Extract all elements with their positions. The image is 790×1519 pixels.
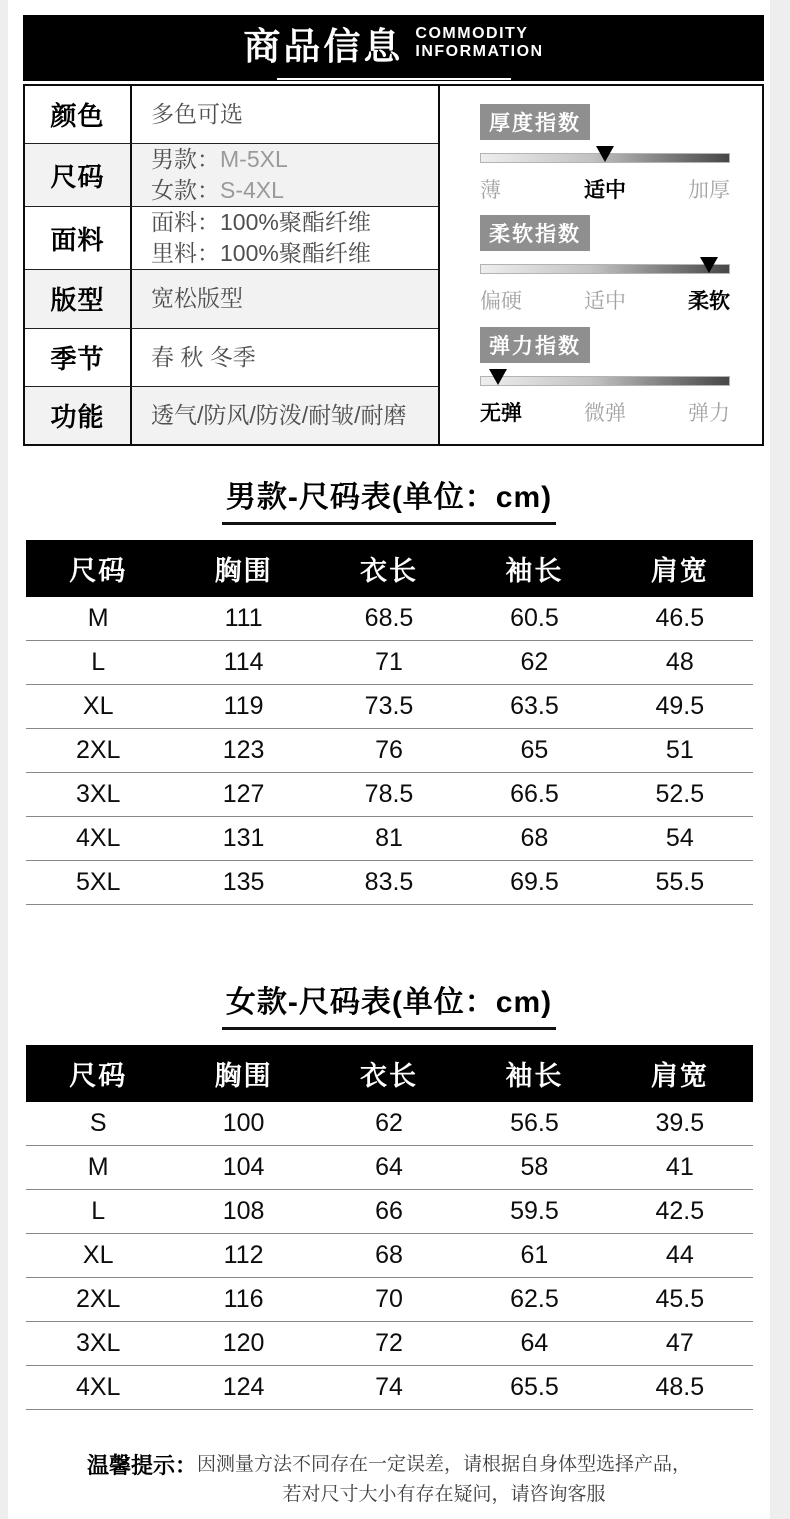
table-cell: 116 [223, 1285, 264, 1313]
table-cell: L [91, 1197, 106, 1225]
index-label: 适中 [583, 178, 626, 202]
table-row [26, 1366, 753, 1410]
attribute-text: 100%聚酯纤维 [220, 209, 371, 236]
table-row [26, 685, 753, 729]
attribute-text: 多色可选 [151, 101, 243, 128]
attribute-label: 颜色 [25, 86, 132, 143]
thickness-index-badge: 厚度指数 [480, 104, 590, 140]
header-cell: 袖长 [505, 1061, 564, 1091]
table-row [26, 773, 753, 817]
table-cell: 72 [375, 1329, 403, 1357]
thickness-index [480, 104, 762, 204]
title-underline [277, 78, 511, 80]
table-cell: 68.5 [364, 604, 414, 632]
table-cell: 62 [375, 1109, 403, 1137]
table-cell: 5XL [75, 868, 121, 896]
table-row [26, 1146, 753, 1190]
table-cell: 48.5 [655, 1373, 705, 1401]
table-cell: 81 [375, 824, 403, 852]
page-title: 商品信息 [243, 26, 404, 67]
table-cell: 51 [665, 736, 694, 764]
table-cell: 45.5 [655, 1285, 705, 1313]
attribute-label: 面料 [25, 207, 132, 269]
table-row [26, 1102, 753, 1146]
table-row [26, 1190, 753, 1234]
attribute-label: 功能 [25, 387, 132, 444]
table-cell: 2XL [75, 1285, 121, 1313]
table-row [26, 1234, 753, 1278]
attribute-label: 版型 [25, 270, 132, 327]
table-cell: S [89, 1109, 107, 1137]
attribute-row-fit [25, 270, 438, 328]
table-cell: 62 [520, 648, 549, 676]
attribute-value [132, 86, 438, 143]
men-size-table-header [26, 540, 753, 597]
index-label: 微弹 [583, 401, 626, 425]
attribute-text: 100%聚酯纤维 [220, 240, 371, 267]
footer-note-prefix: 温馨提示： [86, 1453, 197, 1478]
table-cell: 124 [222, 1373, 265, 1401]
header-cell: 衣长 [360, 1061, 419, 1091]
table-cell: 65.5 [510, 1373, 559, 1401]
attribute-row-function [25, 387, 438, 444]
table-cell: 55.5 [655, 868, 705, 896]
attribute-label: 季节 [25, 329, 132, 386]
index-slider-panel [440, 86, 762, 444]
product-info-section [23, 84, 764, 446]
table-cell: 100 [222, 1109, 265, 1137]
table-cell: 127 [222, 780, 265, 808]
elasticity-index-bar [480, 376, 730, 386]
table-cell: XL [82, 1241, 114, 1269]
table-cell: M [87, 604, 109, 632]
softness-index-bar [480, 264, 730, 274]
table-cell: 49.5 [655, 692, 705, 720]
men-size-table [26, 540, 753, 905]
thickness-index-labels [480, 174, 730, 204]
content-panel [8, 0, 770, 1519]
table-cell: 61 [520, 1241, 549, 1269]
table-cell: 68 [520, 824, 549, 852]
table-row [26, 1278, 753, 1322]
header-cell: 肩宽 [650, 1061, 709, 1091]
thickness-index-bar [480, 153, 730, 163]
index-label: 弹力 [687, 401, 730, 425]
table-cell: XL [82, 692, 114, 720]
table-cell: 47 [665, 1329, 694, 1357]
table-cell: 4XL [75, 824, 121, 852]
table-cell: M [87, 1153, 109, 1181]
table-cell: 111 [224, 604, 263, 632]
table-row [26, 641, 753, 685]
attribute-value [132, 144, 438, 206]
table-cell: 104 [222, 1153, 265, 1181]
table-row [26, 1322, 753, 1366]
table-cell: 135 [222, 868, 265, 896]
header-cell: 尺码 [69, 1061, 128, 1091]
table-cell: 46.5 [655, 604, 705, 632]
marker-triangle-icon [700, 257, 718, 273]
table-cell: 39.5 [655, 1109, 705, 1137]
table-cell: 62.5 [510, 1285, 559, 1313]
table-row [26, 729, 753, 773]
table-cell: 59.5 [510, 1197, 559, 1225]
table-row [26, 597, 753, 641]
table-cell: 123 [222, 736, 265, 764]
table-cell: 3XL [75, 780, 121, 808]
attribute-value [132, 329, 438, 386]
index-label: 适中 [583, 290, 626, 313]
index-label: 偏硬 [480, 290, 522, 313]
women-size-table-title: 女款-尺码表(单位：cm) [222, 977, 556, 1030]
elasticity-index-labels [480, 397, 730, 427]
table-cell: 42.5 [655, 1197, 705, 1225]
attribute-value [132, 207, 438, 269]
table-cell: 56.5 [510, 1109, 559, 1137]
page-title-english [415, 25, 543, 61]
attribute-key: 里料： [151, 240, 220, 267]
table-cell: 83.5 [364, 868, 414, 896]
table-cell: 41 [665, 1153, 694, 1181]
header-cell: 尺码 [69, 556, 128, 586]
women-size-title-wrap [8, 977, 770, 1030]
table-cell: 73.5 [364, 692, 414, 720]
attribute-label: 尺码 [25, 144, 132, 206]
table-cell: 64 [375, 1153, 403, 1181]
table-cell: 4XL [75, 1373, 121, 1401]
softness-index-labels [480, 285, 730, 315]
attribute-key: 面料： [151, 209, 220, 236]
men-size-table-body [26, 597, 753, 905]
attribute-value [132, 387, 438, 444]
table-cell: 3XL [75, 1329, 121, 1357]
table-cell: 112 [223, 1241, 264, 1269]
footer-note [8, 1450, 770, 1511]
attribute-row-fabric [25, 207, 438, 270]
women-size-table [26, 1045, 753, 1410]
marker-triangle-icon [596, 146, 614, 162]
table-cell: 54 [665, 824, 694, 852]
table-cell: 120 [222, 1329, 265, 1357]
header-cell: 肩宽 [650, 556, 709, 586]
table-cell: 74 [375, 1373, 403, 1401]
table-cell: 44 [665, 1241, 694, 1269]
men-size-table-title: 男款-尺码表(单位：cm) [222, 472, 556, 525]
table-cell: 69.5 [510, 868, 559, 896]
attribute-key: 女款： [151, 177, 220, 204]
table-cell: 131 [222, 824, 265, 852]
table-row [26, 861, 753, 905]
index-label: 薄 [480, 178, 501, 202]
header-title-group [243, 16, 543, 80]
table-cell: 78.5 [364, 780, 414, 808]
footer-note-line1: 因测量方法不同存在一定误差，请根据自身体型选择产品， [197, 1454, 692, 1475]
elasticity-index [480, 327, 762, 427]
footer-note-line2: 若对尺寸大小有存在疑问，请咨询客服 [282, 1484, 606, 1506]
table-cell: 119 [223, 692, 264, 720]
index-label: 柔软 [687, 290, 730, 313]
table-cell: 108 [222, 1197, 265, 1225]
marker-triangle-icon [489, 369, 507, 385]
table-cell: 114 [223, 648, 264, 676]
header-cell: 胸围 [214, 556, 273, 586]
table-cell: 66.5 [510, 780, 559, 808]
page-title-en-line2: INFORMATION [415, 43, 544, 60]
table-cell: 52.5 [655, 780, 705, 808]
table-cell: 76 [375, 736, 403, 764]
attribute-row-size [25, 144, 438, 207]
page-title-en-line1: COMMODITY [415, 25, 529, 43]
table-cell: 48 [665, 648, 694, 676]
table-row [26, 817, 753, 861]
header-cell: 衣长 [360, 556, 419, 586]
table-cell: L [91, 648, 106, 676]
attribute-table [25, 86, 440, 444]
attribute-text: S-4XL [220, 177, 284, 204]
attribute-row-season [25, 329, 438, 387]
header-banner [23, 15, 764, 81]
table-cell: 63.5 [510, 692, 559, 720]
softness-index [480, 215, 762, 315]
table-cell: 66 [375, 1197, 403, 1225]
table-cell: 60.5 [510, 604, 559, 632]
table-cell: 68 [375, 1241, 403, 1269]
table-cell: 64 [520, 1329, 549, 1357]
softness-index-badge: 柔软指数 [480, 215, 590, 251]
attribute-text: M-5XL [220, 146, 288, 173]
table-cell: 58 [520, 1153, 549, 1181]
attribute-row-color [25, 86, 438, 144]
women-size-table-body [26, 1102, 753, 1410]
attribute-value [132, 270, 438, 327]
footer-note-text [197, 1450, 691, 1511]
table-cell: 71 [375, 648, 403, 676]
elasticity-index-badge: 弹力指数 [480, 327, 590, 363]
header-cell: 袖长 [505, 556, 564, 586]
men-size-title-wrap [8, 472, 770, 525]
attribute-text: 春 秋 冬季 [151, 343, 256, 370]
table-cell: 65 [520, 736, 549, 764]
table-cell: 70 [375, 1285, 403, 1313]
header-cell: 胸围 [214, 1061, 273, 1091]
index-label: 无弹 [480, 401, 522, 425]
table-cell: 2XL [75, 736, 121, 764]
index-label: 加厚 [687, 178, 730, 202]
women-size-table-header [26, 1045, 753, 1102]
attribute-text: 宽松版型 [151, 285, 243, 312]
attribute-text: 透气/防风/防泼/耐皱/耐磨 [151, 401, 407, 428]
attribute-key: 男款： [151, 146, 220, 173]
